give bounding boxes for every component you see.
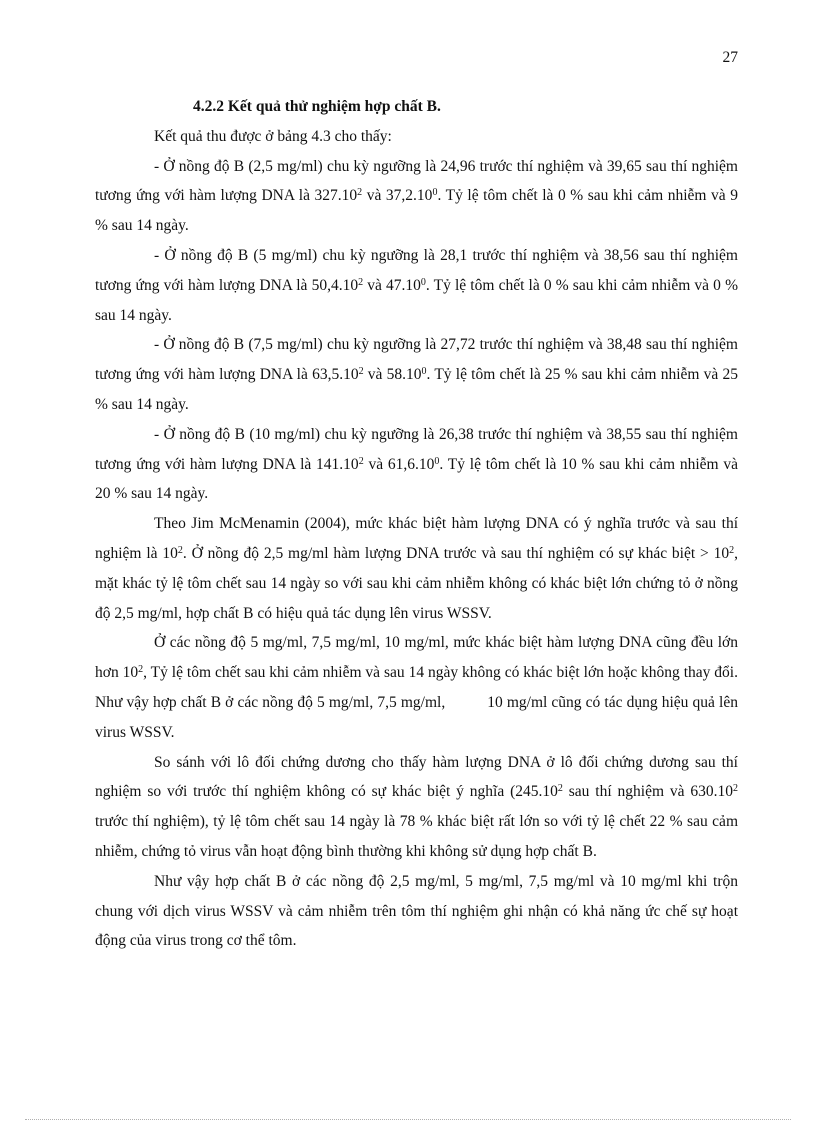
paragraph-conclusion: Như vậy hợp chất B ở các nồng độ 2,5 mg/ml, 5 mg/ml, 7,5 mg/ml và 10 mg/ml khi trộn chung với dịch virus WSSV và cảm nhiễm trên tôm thí nghiệm ghi nhận có khả năng ức chế sự hoạt động của virus trong cơ thể tôm. — [95, 872, 738, 950]
paragraph-intro: Kết quả thu được ở bảng 4.3 cho thấy: — [154, 127, 392, 145]
paragraph-mcmenamin: Theo Jim McMenamin (2004), mức khác biệt hàm lượng DNA có ý nghĩa trước và sau thí nghiệm là $10^2$. Ở nồng độ 2,5 mg/ml hàm lượng DNA trước và sau thí nghiệm có sự khác biệt > $10^2$, mặt khác tỷ lệ tôm chết sau 14 ngày so với sau khi cảm nhiễm không có khác biệt lớn chứng tỏ ở nồng độ 2,5 mg/ml, hợp chất B có hiệu quả tác dụng lên virus WSSV. — [95, 515, 738, 622]
paragraph-concentration-2-5: - Ở nồng độ B (2,5 mg/ml) chu kỳ ngưỡng là 24,96 trước thí nghiệm và 39,65 sau thí nghiệm tương ứng với hàm lượng DNA là 327.10$^2$ và 37,2.10$^0$. Tỷ lệ tôm chết là 0 % sau khi cảm nhiễm và 9 % sau 14 ngày. — [95, 157, 738, 235]
footer-divider — [25, 1119, 791, 1120]
page-number: 27 — [722, 49, 738, 66]
section-heading: 4.2.2 Kết quả thử nghiệm hợp chất B. — [193, 98, 441, 115]
paragraph-concentration-7-5: - Ở nồng độ B (7,5 mg/ml) chu kỳ ngưỡng là 27,72 trước thí nghiệm và 38,48 sau thí nghiệm tương ứng với hàm lượng DNA là 63,5.10$^2$ và 58.10$^0$. Tỷ lệ tôm chết là 25 % sau khi cảm nhiễm và 25 % sau 14 ngày. — [95, 336, 738, 413]
paragraph-concentration-5: - Ở nồng độ B (5 mg/ml) chu kỳ ngưỡng là 28,1 trước thí nghiệm và 38,56 sau thí nghiệm tương ứng với hàm lượng DNA là 50,4.10$^2$ và 47.10$^0$. Tỷ lệ tôm chết là 0 % sau khi cảm nhiễm và 0 % sau 14 ngày. — [95, 246, 738, 324]
page-body — [95, 92, 738, 956]
paragraph-concentration-10: - Ở nồng độ B (10 mg/ml) chu kỳ ngưỡng là 26,38 trước thí nghiệm và 38,55 sau thí nghiệm tương ứng với hàm lượng DNA là 141.10$^2$ và 61,6.10$^0$. Tỷ lệ tôm chết là 10 % sau khi cảm nhiễm và 20 % sau 14 ngày. — [95, 425, 738, 503]
paragraph-positive-control: So sánh với lô đối chứng dương cho thấy hàm lượng DNA ở lô đối chứng dương sau thí nghiệm so với trước thí nghiệm không có sự khác biệt ý nghĩa (245.10$^2$ sau thí nghiệm và 630.10$^2$ trước thí nghiệm), tỷ lệ tôm chết sau 14 ngày là 78 % khác biệt rất lớn so với tỷ lệ chết 22 % sau cảm nhiễm, chứng tỏ virus vẫn hoạt động bình thường khi không sử dụng hợp chất B. — [95, 753, 738, 860]
paragraph-other-concentrations: Ở các nồng độ 5 mg/ml, 7,5 mg/ml, 10 mg/ml, mức khác biệt hàm lượng DNA cũng đều lớn hơn $10^2$, Tỷ lệ tôm chết sau khi cảm nhiễm và sau 14 ngày không có khác biệt lớn hoặc không thay đổi. Như vậy hợp chất B ở các nồng độ 5 mg/ml, 7,5 mg/ml, 10 mg/ml cũng có tác dụng hiệu quả lên virus WSSV. — [95, 634, 738, 741]
